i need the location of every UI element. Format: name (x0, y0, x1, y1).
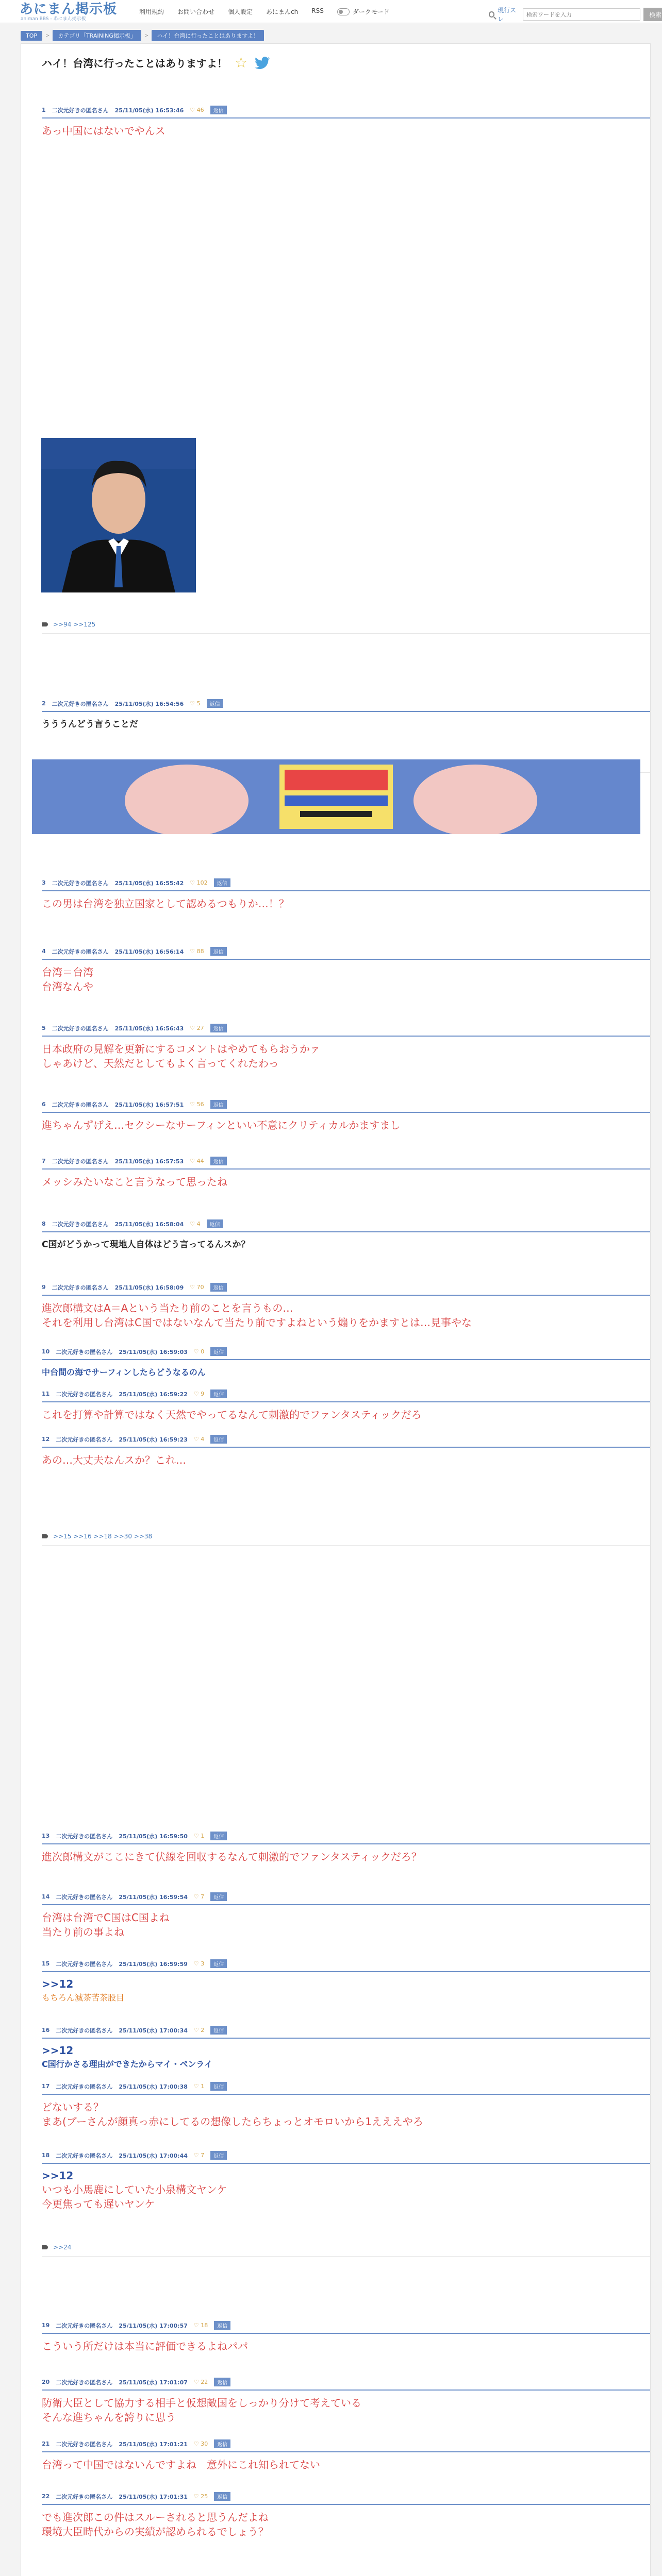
post-date: 25/11/05(水) 17:01:07 (119, 2379, 188, 2386)
poster-name: 二次元好きの匿名さん (52, 1101, 109, 1108)
post-body (42, 2044, 650, 2072)
post-text-line: こういう所だけは本当に評価できるよねパパ (42, 2340, 248, 2352)
reply-button[interactable]: 返信 (210, 106, 227, 114)
post-date: 25/11/05(水) 16:55:42 (114, 879, 184, 887)
post-body (42, 124, 650, 138)
post-text-line: 中台間の海でサーフィンしたらどうなるのん (42, 1367, 206, 1377)
post-header (42, 106, 650, 118)
poster-name: 二次元好きの匿名さん (52, 107, 109, 114)
reply-button[interactable]: 返信 (210, 2151, 227, 2160)
poster-name: 二次元好きの匿名さん (56, 2493, 113, 2500)
post-number[interactable]: 7 (42, 1158, 46, 1164)
post-header (42, 1219, 650, 1232)
post-number[interactable]: 3 (42, 879, 46, 886)
reply-links[interactable]: >>24 (53, 2244, 72, 2251)
post-text-line: 防衛大臣として協力する相手と仮想敵国をしっかり分けて考えている (42, 2397, 361, 2409)
reply-button[interactable]: 返信 (214, 2321, 230, 2330)
post-header (42, 2151, 650, 2164)
advertisement-banner[interactable] (32, 759, 640, 834)
post-item (42, 1347, 650, 1380)
poster-name: 二次元好きの匿名さん (56, 1348, 113, 1355)
post-item (42, 1219, 650, 1252)
heart-icon: ♡ (193, 1391, 201, 1397)
post-text-line: 環境大臣時代からの実績が認められるでしょう？ (42, 2526, 269, 2538)
post-text-line: この男は台湾を独立国家として認めるつもりか…！？ (42, 897, 289, 910)
post-body (42, 1238, 650, 1252)
heart-icon: ♡ (193, 1833, 201, 1839)
nav-animanch[interactable]: あにまんch (266, 8, 299, 15)
post-header (42, 1832, 650, 1844)
nav-rss[interactable]: RSS (311, 7, 324, 14)
post-item (42, 1100, 650, 1132)
post-number[interactable]: 14 (42, 1893, 50, 1900)
post-text-line: いつも小馬鹿にしていた小泉構文ヤンケ (42, 2183, 227, 2196)
post-text-line: それを利用し台湾はC国ではないなんて当たり前ですよねという煽りをかますとは…見事やな (42, 1316, 472, 1329)
poster-name: 二次元好きの匿名さん (56, 1960, 113, 1968)
share-icon[interactable] (42, 1534, 48, 1538)
like-value: 4 (196, 1221, 201, 1227)
post-item (42, 1959, 650, 2005)
reply-button[interactable]: 返信 (210, 1157, 227, 1165)
like-count[interactable] (194, 1348, 204, 1355)
like-count[interactable] (194, 2379, 208, 2385)
post-text-line: うううんどう言うことだ (42, 719, 138, 730)
post-footer-replies (42, 1533, 152, 1540)
like-count[interactable] (190, 107, 204, 113)
divider (42, 2256, 650, 2257)
post-date: 25/11/05(水) 16:58:09 (114, 1284, 184, 1291)
post-date: 25/11/05(水) 16:56:14 (114, 948, 184, 955)
post-date: 25/11/05(水) 17:00:34 (119, 2027, 188, 2034)
reply-button[interactable]: 返信 (214, 2492, 230, 2501)
like-count[interactable] (190, 700, 200, 707)
main-nav (139, 7, 389, 16)
post-date: 25/11/05(水) 16:59:22 (119, 1391, 188, 1398)
reply-button[interactable]: 返信 (210, 1283, 227, 1292)
like-count[interactable] (190, 1284, 204, 1291)
share-icon[interactable] (42, 622, 48, 626)
poster-name: 二次元好きの匿名さん (52, 1158, 109, 1165)
like-value: 9 (201, 1391, 205, 1397)
post-footer-replies (42, 2244, 71, 2251)
post-item (42, 2321, 650, 2353)
reply-button[interactable]: 返信 (207, 1219, 223, 1228)
reply-button[interactable]: 返信 (210, 1832, 227, 1840)
poster-name: 二次元好きの匿名さん (56, 2379, 113, 2386)
reply-button[interactable]: 返信 (210, 1435, 227, 1444)
post-number[interactable]: 21 (42, 2441, 50, 2447)
post-body (42, 1910, 650, 1939)
reply-button[interactable]: 返信 (214, 878, 230, 887)
post-item (42, 2082, 650, 2129)
post-item (42, 1024, 650, 1071)
post-date: 25/11/05(水) 17:00:44 (119, 2152, 188, 2159)
post-item (42, 878, 650, 911)
post-number[interactable]: 12 (42, 1436, 50, 1443)
heart-icon: ♡ (190, 107, 197, 113)
post-item (42, 2151, 650, 2251)
post-item (42, 2439, 650, 2472)
post-date: 25/11/05(水) 16:56:43 (114, 1025, 184, 1032)
post-number[interactable]: 18 (42, 2152, 50, 2159)
dark-mode-toggle[interactable] (337, 7, 390, 16)
post-header (42, 1435, 650, 1448)
post-text-line: 日本政府の見解を更新にするコメントはやめてもらおうかァ (42, 1043, 320, 1055)
post-body (42, 965, 650, 994)
heart-icon: ♡ (193, 2152, 201, 2159)
reply-anchor-link[interactable]: >>12 (42, 2170, 74, 2182)
like-count[interactable] (194, 2493, 208, 2500)
post-body (42, 1118, 650, 1132)
post-number[interactable]: 16 (42, 2027, 50, 2033)
breadcrumb-category[interactable]: カテゴリ「TRAINING掲示板」 (53, 30, 141, 41)
like-value: 27 (196, 1025, 204, 1031)
post-date: 25/11/05(水) 17:00:57 (119, 2322, 188, 2329)
toggle-switch-icon[interactable] (337, 8, 350, 15)
thread-card (21, 43, 651, 2576)
post-body (42, 1301, 650, 1330)
dark-mode-label: ダークモード (352, 8, 390, 15)
heart-icon: ♡ (193, 1348, 201, 1355)
post-header (42, 1892, 650, 1905)
post-number[interactable]: 10 (42, 1348, 50, 1355)
post-body (42, 1850, 650, 1864)
heart-icon: ♡ (190, 948, 197, 955)
poster-name: 二次元好きの匿名さん (56, 2152, 113, 2159)
like-value: 102 (196, 879, 208, 886)
post-number[interactable]: 2 (42, 700, 46, 707)
search-icon (489, 11, 494, 18)
post-date: 25/11/05(水) 16:54:56 (114, 700, 184, 707)
post-body (42, 1365, 650, 1380)
post-item (42, 106, 650, 628)
like-value: 3 (201, 1960, 205, 1967)
chevron-right-icon: > (144, 32, 149, 39)
reply-button[interactable]: 返信 (210, 2026, 227, 2035)
post-header (42, 1389, 650, 1402)
post-body (42, 2510, 650, 2539)
heart-icon: ♡ (193, 2083, 201, 2090)
like-value: 2 (201, 2027, 205, 2033)
post-item (42, 1389, 650, 1422)
post-date: 25/11/05(水) 16:59:50 (119, 1833, 188, 1840)
post-date: 25/11/05(水) 16:59:23 (119, 1436, 188, 1443)
favorite-star-icon[interactable]: ☆ (235, 54, 248, 71)
post-date: 25/11/05(水) 17:01:31 (119, 2493, 188, 2500)
post-header (42, 2378, 650, 2391)
post-number[interactable]: 20 (42, 2379, 50, 2385)
post-date: 25/11/05(水) 17:01:21 (119, 2441, 188, 2448)
reply-button[interactable]: 返信 (210, 947, 227, 956)
like-value: 46 (196, 107, 204, 113)
poster-name: 二次元好きの匿名さん (52, 1221, 109, 1228)
poster-name: 二次元好きの匿名さん (56, 1833, 113, 1840)
like-value: 88 (196, 948, 204, 955)
search-button[interactable]: 検索 (643, 8, 662, 21)
post-body (42, 2100, 650, 2129)
post-text-line: 台湾なんや (42, 980, 93, 993)
like-count[interactable] (194, 2083, 204, 2090)
post-body (42, 1977, 650, 2005)
post-text-line: そんな進ちゃんを誇りに思う (42, 2411, 176, 2424)
site-logo[interactable] (20, 2, 117, 22)
banner-image (32, 759, 640, 834)
heart-icon: ♡ (190, 1284, 197, 1291)
reply-links[interactable]: >>15 >>16 >>18 >>30 >>38 (53, 1533, 153, 1540)
post-header (42, 1347, 650, 1360)
poster-name: 二次元好きの匿名さん (56, 1893, 113, 1901)
like-value: 5 (196, 700, 201, 707)
post-date: 25/11/05(水) 16:59:54 (119, 1893, 188, 1901)
heart-icon: ♡ (190, 1101, 197, 1108)
post-item (42, 947, 650, 994)
heart-icon: ♡ (193, 2322, 201, 2329)
nav-contact[interactable]: お問い合わせ (177, 8, 215, 15)
post-item (42, 2378, 650, 2425)
post-body (42, 2169, 650, 2211)
page-title: ハイ！台湾に行ったことはありますよ！ (42, 57, 227, 70)
heart-icon: ♡ (190, 879, 197, 886)
like-count[interactable] (194, 1960, 204, 1967)
like-count[interactable] (194, 1436, 204, 1443)
heart-icon: ♡ (193, 2441, 201, 2447)
post-date: 25/11/05(水) 16:59:59 (119, 1960, 188, 1968)
divider (42, 1545, 650, 1546)
post-text-line: あの…大丈夫なんスか？これ… (42, 1454, 186, 1466)
heart-icon: ♡ (193, 1436, 201, 1443)
like-value: 0 (201, 1348, 205, 1355)
post-date: 25/11/05(水) 16:53:46 (114, 107, 184, 114)
reply-button[interactable]: 返信 (210, 1100, 227, 1109)
reply-button[interactable]: 返信 (210, 2082, 227, 2091)
heart-icon: ♡ (193, 2027, 201, 2033)
like-value: 7 (201, 1893, 205, 1900)
post-body (42, 2339, 650, 2353)
post-header (42, 1157, 650, 1170)
share-icon[interactable] (42, 2245, 48, 2249)
like-value: 22 (201, 2379, 208, 2385)
like-count[interactable] (194, 1391, 204, 1397)
like-count[interactable] (194, 2027, 204, 2033)
like-count[interactable] (194, 1893, 204, 1900)
post-number[interactable]: 13 (42, 1833, 50, 1839)
like-count[interactable] (190, 1158, 204, 1164)
post-text-line: 進ちゃんずげえ…セクシーなサーフィンといい不意にクリティカルかますまし (42, 1119, 401, 1131)
reply-links[interactable]: >>94 >>125 (53, 621, 96, 628)
like-value: 70 (196, 1284, 204, 1291)
search-input[interactable] (523, 8, 640, 21)
post-body (42, 2458, 650, 2472)
post-text-line: 台湾＝台湾 (42, 966, 93, 978)
reply-button[interactable]: 返信 (214, 2378, 230, 2386)
poster-name: 二次元好きの匿名さん (52, 1025, 109, 1032)
poster-name: 二次元好きの匿名さん (56, 1436, 113, 1443)
portrait-image (41, 438, 196, 592)
search-bar (489, 6, 662, 23)
heart-icon: ♡ (190, 1221, 197, 1227)
like-value: 44 (196, 1158, 204, 1164)
post-header (42, 1283, 650, 1296)
like-count[interactable] (190, 879, 207, 886)
post-header (42, 2439, 650, 2452)
reply-button[interactable]: 返信 (210, 1959, 227, 1968)
like-value: 56 (196, 1101, 204, 1108)
post-header (42, 1959, 650, 1972)
like-count[interactable] (194, 2322, 208, 2329)
post-date: 25/11/05(水) 16:58:04 (114, 1221, 184, 1228)
like-count[interactable] (190, 948, 204, 955)
reply-button[interactable]: 返信 (207, 699, 223, 708)
poster-name: 二次元好きの匿名さん (52, 1284, 109, 1291)
post-number[interactable]: 17 (42, 2083, 50, 2090)
post-date: 25/11/05(水) 17:00:38 (119, 2083, 188, 2090)
post-header (42, 2492, 650, 2505)
heart-icon: ♡ (193, 1893, 201, 1900)
search-scope-select[interactable]: 現行スレ (498, 7, 517, 23)
post-item (42, 1283, 650, 1330)
post-text-line: 進次郎構文がここにきて伏線を回収するなんて刺激的でファンタスティックだろ？ (42, 1851, 422, 1863)
post-text-line: 台湾は台湾でC国はC国よね (42, 1911, 170, 1924)
post-header (42, 2026, 650, 2039)
post-body (42, 1042, 650, 1071)
nav-terms[interactable]: 利用規約 (139, 8, 164, 15)
logo-text: あにまん掲示板 (20, 2, 118, 17)
post-header (42, 2321, 650, 2334)
logo-subtext: animan BBS - あにまん掲示板 (21, 16, 86, 22)
post-body (42, 1175, 650, 1189)
post-text-line: どないする？ (42, 2101, 104, 2113)
poster-name: 二次元好きの匿名さん (56, 1391, 113, 1398)
post-number[interactable]: 19 (42, 2322, 50, 2329)
like-value: 25 (201, 2493, 208, 2500)
post-item (42, 1157, 650, 1189)
post-header (42, 1024, 650, 1037)
like-value: 1 (201, 2083, 205, 2090)
like-count[interactable] (194, 2152, 204, 2159)
like-count[interactable] (190, 1101, 204, 1108)
post-header (42, 699, 650, 712)
post-number[interactable]: 11 (42, 1391, 50, 1397)
post-number[interactable]: 9 (42, 1284, 46, 1291)
post-number[interactable]: 6 (42, 1101, 46, 1108)
post-number[interactable]: 22 (42, 2493, 50, 2500)
post-item (42, 699, 650, 732)
breadcrumb-top[interactable]: TOP (21, 31, 42, 41)
post-header (42, 947, 650, 960)
like-value: 30 (201, 2441, 208, 2447)
post-number[interactable]: 15 (42, 1960, 50, 1967)
post-text-line: メッシみたいなこと言うなって思ったね (42, 1176, 227, 1188)
post-number[interactable]: 5 (42, 1025, 46, 1031)
like-value: 1 (201, 1833, 205, 1839)
nav-settings[interactable]: 個人設定 (228, 8, 253, 15)
reply-anchor-link[interactable]: >>12 (42, 2044, 74, 2057)
post-body (42, 1453, 650, 1467)
post-text-line: もちろん滅茶苦茶股目 (42, 1993, 125, 2003)
reply-button[interactable]: 返信 (214, 2439, 230, 2448)
heart-icon: ♡ (190, 1025, 197, 1031)
post-date: 25/11/05(水) 16:57:51 (114, 1101, 184, 1108)
heart-icon: ♡ (193, 2379, 201, 2385)
post-text-line: C国行かさる理由ができたからマイ・ペンライ (42, 2059, 212, 2069)
post-header (42, 878, 650, 891)
poster-name: 二次元好きの匿名さん (56, 2083, 113, 2090)
breadcrumb-thread[interactable]: ハイ！台湾に行ったことはありますよ！ (152, 30, 264, 41)
poster-name: 二次元好きの匿名さん (52, 948, 109, 955)
heart-icon: ♡ (193, 2493, 201, 2500)
post-body (42, 1408, 650, 1422)
post-text-line: C国がどうかって現地人自体はどう言ってるんスか？ (42, 1240, 250, 1250)
post-image[interactable] (41, 438, 196, 592)
post-body (42, 896, 650, 911)
post-number[interactable]: 4 (42, 948, 46, 955)
post-number[interactable]: 1 (42, 107, 46, 113)
post-date: 25/11/05(水) 16:59:03 (119, 1348, 188, 1355)
reply-button[interactable]: 返信 (210, 1347, 227, 1356)
poster-name: 二次元好きの匿名さん (52, 879, 109, 887)
post-text-line: 当たり前の事よね (42, 1926, 124, 1938)
post-text-line: しゃあけど、天然だとしてもよく言ってくれたわっ (42, 1057, 279, 1070)
poster-name: 二次元好きの匿名さん (56, 2441, 113, 2448)
post-text-line: あっ中国にはないでやんス (42, 125, 166, 137)
post-header (42, 2082, 650, 2095)
like-value: 4 (201, 1436, 205, 1443)
poster-name: 二次元好きの匿名さん (56, 2027, 113, 2034)
like-count[interactable] (194, 2441, 208, 2447)
reply-button[interactable]: 返信 (210, 1892, 227, 1901)
post-text-line: 進次郎構文はA＝Aという当たり前のことを言うもの… (42, 1302, 293, 1314)
post-footer-replies (42, 621, 95, 628)
like-count[interactable] (194, 1833, 204, 1839)
post-item (42, 1435, 650, 1540)
post-item (42, 2026, 650, 2072)
breadcrumb (21, 30, 264, 41)
chevron-right-icon: > (45, 32, 50, 39)
post-item (42, 2492, 650, 2539)
post-date: 25/11/05(水) 16:57:53 (114, 1158, 184, 1165)
poster-name: 二次元好きの匿名さん (52, 700, 109, 707)
post-item (42, 1832, 650, 1864)
post-number[interactable]: 8 (42, 1221, 46, 1227)
title-row (42, 55, 270, 70)
like-count[interactable] (190, 1025, 204, 1031)
post-text-line: まあ(ブーさんが顔真っ赤にしてるの想像したらちょっとオモロいから1えええやろ (42, 2115, 423, 2128)
divider (42, 633, 650, 634)
site-header (0, 0, 662, 23)
like-count[interactable] (190, 1221, 200, 1227)
reply-anchor-link[interactable]: >>12 (42, 1978, 74, 1990)
post-header (42, 1100, 650, 1113)
twitter-share-icon[interactable] (255, 57, 270, 69)
post-text-line: でも進次郎この件はスルーされると思うんだよね (42, 2511, 269, 2523)
post-body (42, 717, 650, 732)
like-value: 18 (201, 2322, 208, 2329)
heart-icon: ♡ (190, 700, 197, 707)
post-text-line: 台湾って中国ではないんですよね 意外にこれ知られてない (42, 2459, 320, 2471)
post-body (42, 2396, 650, 2425)
post-text-line: これを打算や計算ではなく天然でやってるなんて刺激的でファンタスティックだろ (42, 1409, 422, 1421)
post-item (42, 1892, 650, 1939)
reply-button[interactable]: 返信 (210, 1389, 227, 1398)
post-text-line: 今更焦っても遅いヤンケ (42, 2198, 155, 2210)
heart-icon: ♡ (190, 1158, 197, 1164)
heart-icon: ♡ (193, 1960, 201, 1967)
like-value: 7 (201, 2152, 205, 2159)
reply-button[interactable]: 返信 (210, 1024, 227, 1032)
poster-name: 二次元好きの匿名さん (56, 2322, 113, 2329)
